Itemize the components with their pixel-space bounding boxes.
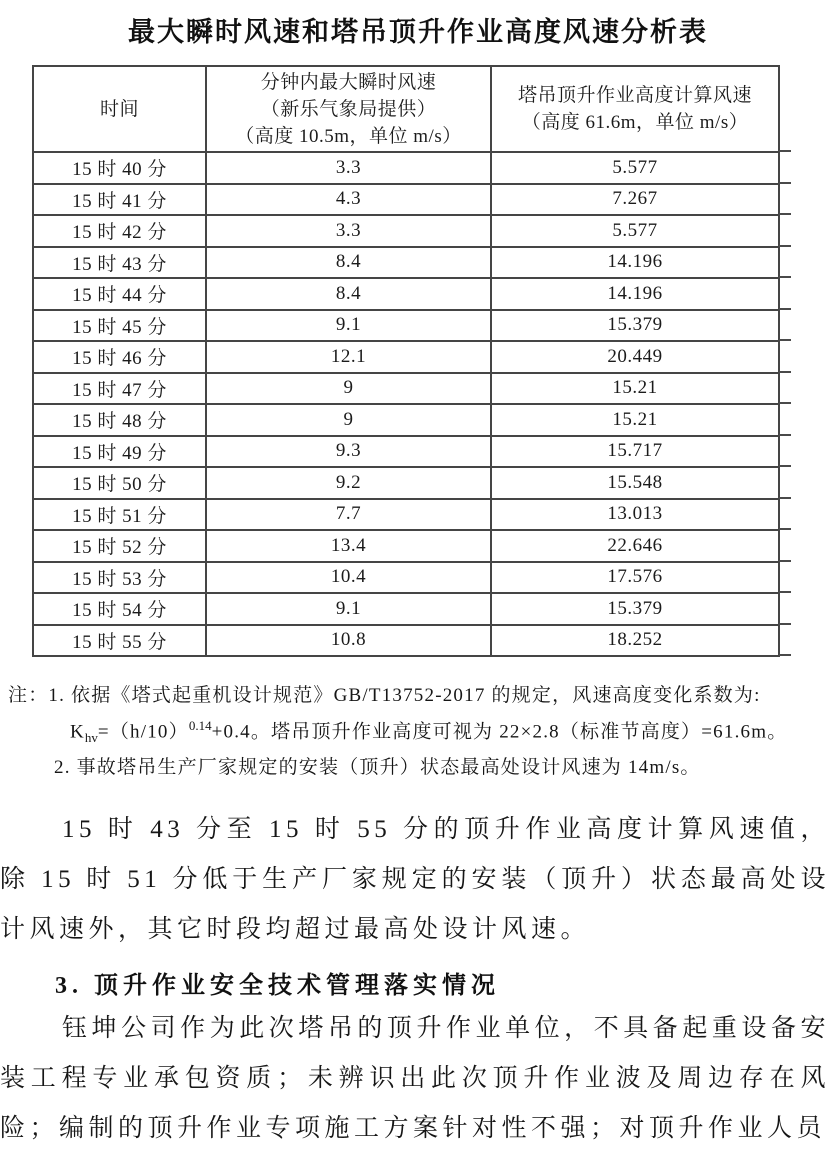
calculated-wind-cell: 13.013 — [491, 499, 779, 531]
management-paragraph: 钰坤公司作为此次塔吊的顶升作业单位，不具备起重设备安装工程专业承包资质；未辨识出此次顶升作业波及周边存在风险；编制的顶升作业专项施工方案针对性不强；对顶升作业人员 — [0, 1015, 830, 1143]
scan-artifact-tick — [779, 591, 791, 593]
scan-artifact-tick — [779, 182, 791, 184]
header-calculated-line1: 塔吊顶升作业高度计算风速 — [517, 85, 752, 106]
measured-wind-cell: 9.2 — [206, 467, 491, 499]
measured-wind-cell: 12.1 — [206, 341, 491, 373]
header-measured-line2: （新乐气象局提供） — [260, 98, 437, 120]
formula-subscript: hv — [84, 730, 98, 746]
formula-rest: +0.4。塔吊顶升作业高度可视为 22×2.8（标准节高度）=61.6m。 — [211, 721, 788, 743]
scan-artifact-tick — [779, 560, 791, 562]
table-row — [33, 373, 779, 405]
measured-wind-cell: 9.1 — [206, 310, 491, 342]
header-measured-line3: （高度 10.5m，单位 m/s） — [235, 125, 462, 147]
table-row — [33, 499, 779, 531]
scan-artifact-tick — [779, 497, 791, 499]
time-cell: 15 时 40 分 — [33, 152, 206, 184]
note-item2-number: 2. — [54, 757, 71, 779]
time-cell: 15 时 51 分 — [33, 499, 206, 531]
measured-wind-cell: 10.4 — [206, 562, 491, 594]
calculated-wind-cell: 15.548 — [491, 467, 779, 499]
table-row — [33, 310, 779, 342]
table-row — [33, 436, 779, 468]
calculated-wind-cell: 14.196 — [491, 247, 779, 279]
time-cell: 15 时 45 分 — [33, 310, 206, 342]
calculated-wind-cell: 7.267 — [491, 184, 779, 216]
measured-wind-cell: 8.4 — [206, 247, 491, 279]
table-row — [33, 467, 779, 499]
calculated-wind-cell: 5.577 — [491, 152, 779, 184]
notes-section — [0, 681, 836, 783]
table-row — [33, 404, 779, 436]
calculated-wind-cell: 22.646 — [491, 530, 779, 562]
scan-artifact-tick — [779, 434, 791, 436]
calculated-wind-cell: 15.21 — [491, 404, 779, 436]
scan-artifact-tick — [779, 528, 791, 530]
scan-artifact-tick — [779, 623, 791, 625]
note-line-2 — [8, 753, 836, 783]
time-cell: 15 时 47 分 — [33, 373, 206, 405]
scan-artifact-tick — [779, 339, 791, 341]
measured-wind-cell: 8.4 — [206, 278, 491, 310]
table-row — [33, 625, 779, 657]
time-cell: 15 时 53 分 — [33, 562, 206, 594]
measured-wind-cell: 4.3 — [206, 184, 491, 216]
calculated-wind-cell: 14.196 — [491, 278, 779, 310]
scan-artifact-tick — [779, 213, 791, 215]
time-cell: 15 时 41 分 — [33, 184, 206, 216]
time-cell: 15 时 46 分 — [33, 341, 206, 373]
scan-artifact-tick — [779, 150, 791, 152]
table-body — [33, 152, 779, 656]
calculated-wind-cell: 15.379 — [491, 593, 779, 625]
table-row — [33, 562, 779, 594]
note-item1-text: 依据《塔式起重机设计规范》GB/T13752-2017 的规定，风速高度变化系数为: — [71, 685, 761, 706]
measured-wind-cell: 9 — [206, 373, 491, 405]
measured-wind-cell: 9 — [206, 404, 491, 436]
time-cell: 15 时 55 分 — [33, 625, 206, 657]
measured-wind-cell: 3.3 — [206, 215, 491, 247]
calculated-wind-cell: 15.379 — [491, 310, 779, 342]
table-row — [33, 247, 779, 279]
table-row — [33, 184, 779, 216]
measured-wind-cell: 9.3 — [206, 436, 491, 468]
measured-wind-cell: 9.1 — [206, 593, 491, 625]
scan-artifact-tick — [779, 654, 791, 656]
scan-artifact-tick — [779, 371, 791, 373]
table-row — [33, 278, 779, 310]
wind-speed-table — [32, 65, 780, 657]
header-row — [33, 66, 779, 152]
scan-artifact-tick — [779, 402, 791, 404]
analysis-paragraph: 15 时 43 分至 15 时 55 分的顶升作业高度计算风速值，除 15 时 51 分低于生产厂家规定的安装（顶升）状态最高处设计风速外，其它时段均超过最高处设计风速。 — [0, 816, 830, 944]
time-cell: 15 时 52 分 — [33, 530, 206, 562]
formula-superscript: 0.14 — [188, 718, 212, 733]
section-heading: 3. 顶升作业安全技术管理落实情况 — [55, 973, 500, 1000]
scan-artifact-tick — [779, 276, 791, 278]
formula-base: K — [70, 721, 85, 743]
calculated-wind-cell: 20.449 — [491, 341, 779, 373]
calculated-wind-cell: 5.577 — [491, 215, 779, 247]
note-label: 注： — [8, 685, 49, 706]
table-row — [33, 152, 779, 184]
time-cell: 15 时 44 分 — [33, 278, 206, 310]
header-time: 时间 — [33, 66, 206, 152]
table-row — [33, 593, 779, 625]
table-row — [33, 341, 779, 373]
formula-middle: =（h/10） — [97, 721, 189, 743]
measured-wind-cell: 10.8 — [206, 625, 491, 657]
scan-artifact-tick — [779, 308, 791, 310]
time-cell: 15 时 48 分 — [33, 404, 206, 436]
header-calculated-wind — [491, 66, 779, 152]
table-row — [33, 215, 779, 247]
scan-artifact-tick — [779, 465, 791, 467]
calculated-wind-cell: 15.21 — [491, 373, 779, 405]
note-item1-number: 1. — [48, 685, 66, 706]
table-row — [33, 530, 779, 562]
time-cell: 15 时 54 分 — [33, 593, 206, 625]
time-cell: 15 时 50 分 — [33, 467, 206, 499]
note-formula-line — [8, 711, 836, 753]
calculated-wind-cell: 18.252 — [491, 625, 779, 657]
measured-wind-cell: 3.3 — [206, 152, 491, 184]
calculated-wind-cell: 15.717 — [491, 436, 779, 468]
note-line-1 — [8, 681, 836, 711]
header-calculated-line2: （高度 61.6m，单位 m/s） — [521, 112, 749, 133]
header-measured-line1: 分钟内最大瞬时风速 — [260, 71, 437, 93]
table-header — [33, 66, 779, 152]
document-title: 最大瞬时风速和塔吊顶升作业高度风速分析表 — [128, 17, 708, 47]
time-cell: 15 时 42 分 — [33, 215, 206, 247]
note-item2-text: 事故塔吊生产厂家规定的安装（顶升）状态最高处设计风速为 14m/s。 — [76, 757, 701, 779]
time-cell: 15 时 49 分 — [33, 436, 206, 468]
measured-wind-cell: 13.4 — [206, 530, 491, 562]
calculated-wind-cell: 17.576 — [491, 562, 779, 594]
time-cell: 15 时 43 分 — [33, 247, 206, 279]
header-measured-wind — [206, 66, 491, 152]
scan-artifact-tick — [779, 245, 791, 247]
measured-wind-cell: 7.7 — [206, 499, 491, 531]
